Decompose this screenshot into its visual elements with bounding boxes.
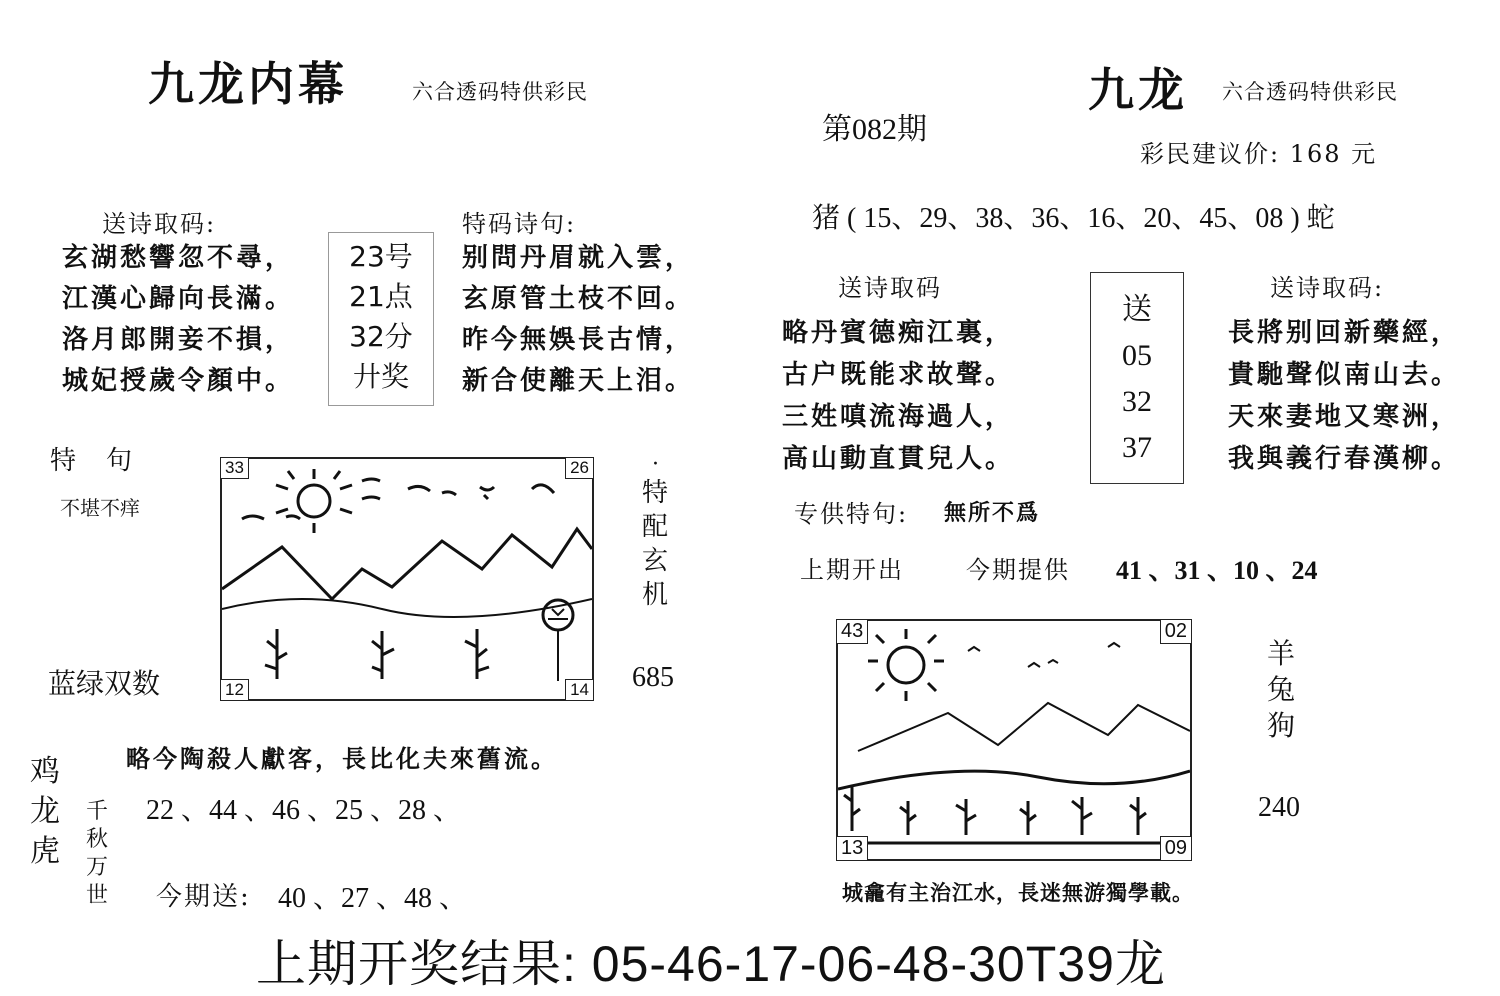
special-label: 专供特句: bbox=[794, 500, 909, 528]
right-send-box bbox=[1090, 272, 1184, 484]
corner-number: 43 bbox=[836, 619, 868, 644]
landscape-drawing bbox=[222, 459, 592, 699]
poem-line: 三姓嗔流海過人， bbox=[782, 402, 1015, 432]
poem-line: 别問丹眉就入雲， bbox=[462, 243, 695, 273]
left-special-poem bbox=[462, 238, 694, 402]
send-box-line: 32 bbox=[1122, 385, 1152, 418]
poem-line: 古户既能求故聲。 bbox=[782, 360, 1015, 390]
send-numbers: 40 、27 、48 、 bbox=[278, 883, 468, 914]
price: 彩民建议价: 168 元 bbox=[1140, 140, 1378, 168]
poem-line: 高山動直貫兒人。 bbox=[782, 444, 1015, 474]
left-title: 九龙内幕 bbox=[148, 57, 348, 111]
te-ju-label: 特 句 bbox=[50, 446, 135, 476]
corner-number: 26 bbox=[565, 457, 594, 479]
right-side-number: 240 bbox=[1258, 792, 1300, 823]
right-poem-heading-left: 送诗取码 bbox=[838, 274, 942, 302]
te-ju-text: 不堪不痒 bbox=[60, 496, 140, 520]
right-landscape-picture bbox=[836, 619, 1192, 861]
right-title: 九龙 bbox=[1088, 63, 1188, 117]
this-issue-label: 今期提供 bbox=[966, 556, 1070, 584]
poem-line: 長將别回新藥經， bbox=[1228, 318, 1461, 348]
right-subtitle: 六合透码特供彩民 bbox=[1222, 80, 1398, 104]
poem-line: 昨今無娛長古情， bbox=[462, 325, 695, 355]
middle-box-line: 23号 bbox=[349, 240, 413, 273]
corner-number: 13 bbox=[836, 836, 868, 861]
special-text: 無所不爲 bbox=[944, 500, 1041, 526]
send-label: 今期送: bbox=[156, 882, 251, 912]
corner-number: 12 bbox=[220, 679, 249, 701]
middle-box-line: 廾奖 bbox=[352, 360, 409, 393]
right-poem-heading-right: 送诗取码: bbox=[1270, 274, 1385, 302]
left-landscape-picture bbox=[220, 457, 594, 701]
middle-box-line: 32分 bbox=[349, 320, 413, 353]
left-side-vertical: 特配玄机 bbox=[641, 478, 668, 610]
poem-line: 玄原管土枝不回。 bbox=[462, 284, 695, 314]
zodiac-vertical: 鸡龙虎 bbox=[30, 754, 60, 869]
poem-line: 我與義行春漢柳。 bbox=[1228, 444, 1461, 474]
issue-number: 第082期 bbox=[822, 113, 927, 146]
right-poem-right bbox=[1228, 312, 1460, 480]
right-side-vertical: 羊兔狗 bbox=[1266, 637, 1295, 742]
poem-line: 玄湖愁響忽不尋， bbox=[62, 243, 295, 273]
blue-green-label: 蓝绿双数 bbox=[48, 667, 161, 700]
poem-line: 洛月郎開妾不損， bbox=[62, 325, 295, 355]
poem-line: 新合使離天上泪。 bbox=[462, 366, 695, 396]
pig-snake-line: 猪 ( 15、29、38、36、16、20、45、08 ) 蛇 bbox=[812, 203, 1335, 234]
left-poem-heading: 送诗取码: bbox=[102, 210, 217, 238]
side-dot: · bbox=[652, 452, 659, 477]
corner-number: 14 bbox=[565, 679, 594, 701]
left-numbers-line: 22 、44 、46 、25 、28 、 bbox=[146, 795, 462, 826]
poem-line: 江漢心歸向長滿。 bbox=[62, 284, 295, 314]
poem-line: 城妃授歲令顏中。 bbox=[62, 366, 295, 396]
middle-box-line: 21点 bbox=[349, 280, 413, 313]
left-middle-box bbox=[328, 232, 434, 406]
left-side-number: 685 bbox=[632, 662, 674, 693]
poem-line: 略丹賓德痴江裏， bbox=[782, 318, 1015, 348]
left-verse: 略今陶殺人獻客，長比化夫來舊流。 bbox=[126, 744, 558, 773]
this-issue-numbers: 41 、31 、10 、24 bbox=[1116, 556, 1318, 585]
left-poem bbox=[62, 238, 294, 402]
qianqiu-vertical: 千秋万世 bbox=[85, 799, 108, 908]
send-box-line: 37 bbox=[1122, 431, 1152, 464]
poem-line: 天來妻地又寒洲， bbox=[1228, 402, 1461, 432]
corner-number: 02 bbox=[1160, 619, 1192, 644]
left-special-heading: 特码诗句: bbox=[462, 210, 577, 238]
poem-line: 貴馳聲似南山去。 bbox=[1228, 360, 1461, 390]
send-box-line: 05 bbox=[1122, 339, 1152, 372]
landscape-drawing bbox=[838, 621, 1190, 859]
corner-number: 33 bbox=[220, 457, 249, 479]
last-issue-label: 上期开出 bbox=[800, 556, 904, 584]
send-box-line: 送 bbox=[1122, 293, 1152, 326]
left-subtitle: 六合透码特供彩民 bbox=[412, 80, 588, 104]
corner-number: 09 bbox=[1160, 836, 1192, 861]
right-poem-left bbox=[782, 312, 1014, 480]
footer-result: 上期开奖结果: 05-46-17-06-48-30T39龙 bbox=[256, 936, 1166, 992]
right-verse: 城龕有主治江水，長迷無游獨學載。 bbox=[842, 880, 1194, 905]
